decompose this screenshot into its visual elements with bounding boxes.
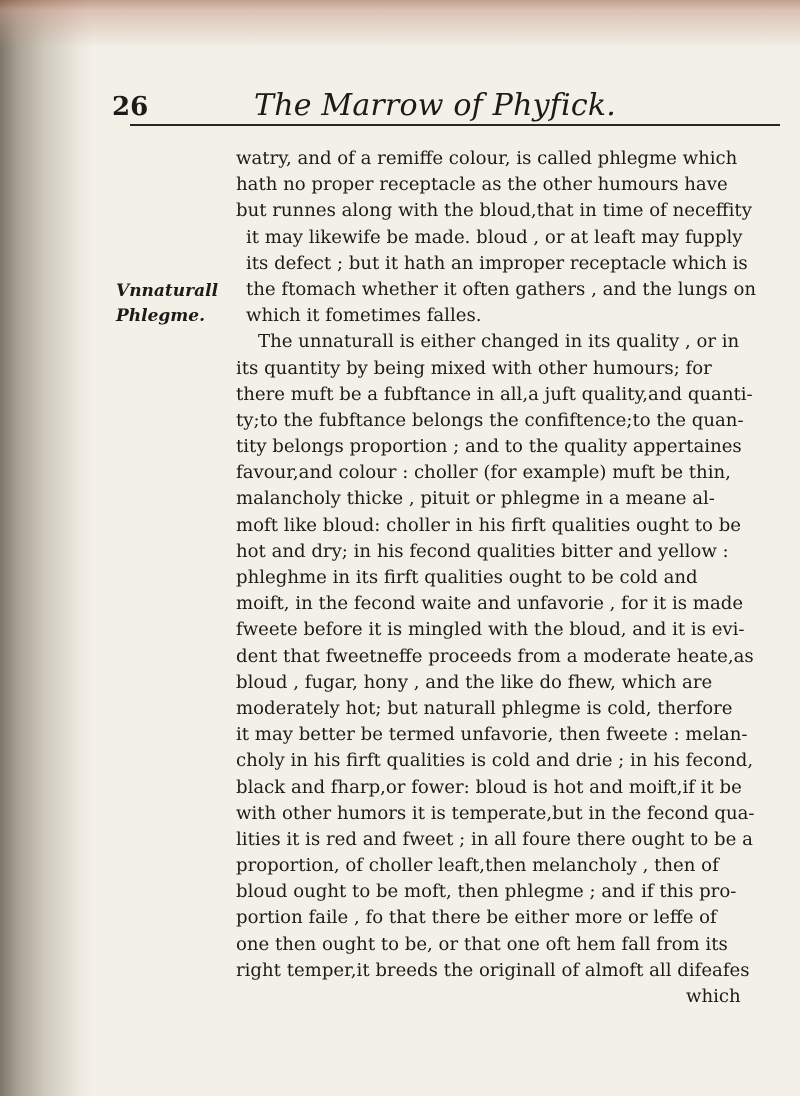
text-line: fweete before it is mingled with the bloud, and it is evi- <box>236 619 745 641</box>
running-head <box>0 88 800 126</box>
text-line: moderately hot; but naturall phlegme is cold, therfore <box>236 697 733 719</box>
text-line: watry, and of a remiffe colour, is called phlegme which <box>236 148 738 169</box>
text-line: lities it is red and fweet ; in all foure there ought to be a <box>236 828 753 850</box>
text-line: the ftomach whether it often gathers , and the lungs on <box>246 278 756 300</box>
text-line: hot and dry; in his fecond qualities bitter and yellow : <box>236 540 729 562</box>
margin-note-line: Phlegme. <box>116 306 206 326</box>
margin-note <box>116 279 226 329</box>
running-title: The Marrow of Phyfick. <box>254 88 616 123</box>
text-line: hath no proper receptacle as the other humours have <box>236 174 728 196</box>
text-line: choly in his firft qualities is cold and drie ; in his fecond, <box>236 750 754 772</box>
text-line: malancholy thicke , pituit or phlegme in a meane al- <box>236 488 715 510</box>
text-line: ty;to the fubftance belongs the confiftence;to the quan- <box>236 409 744 431</box>
body-text <box>236 146 792 1010</box>
text-line: which it fometimes falles. <box>246 305 482 327</box>
text-line: portion faile , fo that there be either more or leffe of <box>236 907 717 929</box>
text-line: bloud , fugar, hony , and the like do fhew, which are <box>236 671 713 693</box>
text-line: dent that fweetneffe proceeds from a moderate heate,as <box>236 645 754 667</box>
text-line: its defect ; but it hath an improper receptacle which is <box>246 252 748 274</box>
header-rule <box>130 124 780 126</box>
margin-note-line: Vnnaturall <box>116 281 219 301</box>
text-line: one then ought to be, or that one oft hem fall from its <box>236 933 728 955</box>
text-line: phleghme in its firft qualities ought to be cold and <box>236 567 698 588</box>
text-line: tity belongs proportion ; and to the quality appertaines <box>236 436 742 458</box>
text-line: but runnes along with the bloud,that in time of neceffity <box>236 200 752 222</box>
text-line: moift, in the fecond waite and unfavorie , for it is made <box>236 593 744 615</box>
text-line: its quantity by being mixed with other humours; for <box>236 357 712 379</box>
text-line: it may likewife be made. bloud , or at leaft may fupply <box>246 226 743 248</box>
page-number: 26 <box>112 92 149 122</box>
text-line: The unnaturall is either changed in its quality , or in <box>258 331 740 353</box>
text-line: moft like bloud: choller in his firft qualities ought to be <box>236 514 741 536</box>
text-line: there muft be a fubftance in all,a juft quality,and quanti- <box>236 383 753 405</box>
text-line: which <box>686 986 741 1007</box>
top-edge-shadow <box>0 0 800 48</box>
text-line: proportion, of choller leaft,then melancholy , then of <box>236 855 719 877</box>
text-line: it may better be termed unfavorie, then fweete : melan- <box>236 724 748 746</box>
text-line: favour,and colour : choller (for example) muft be thin, <box>236 462 731 484</box>
text-line: bloud ought to be moft, then phlegme ; and if this pro- <box>236 881 737 903</box>
text-line: black and fharp,or fower: bloud is hot and moift,if it be <box>236 776 742 798</box>
text-line: right temper,it breeds the originall of almoft all difeafes <box>236 959 750 981</box>
text-line: with other humors it is temperate,but in the fecond qua- <box>236 802 755 824</box>
binding-shadow <box>0 0 92 1096</box>
